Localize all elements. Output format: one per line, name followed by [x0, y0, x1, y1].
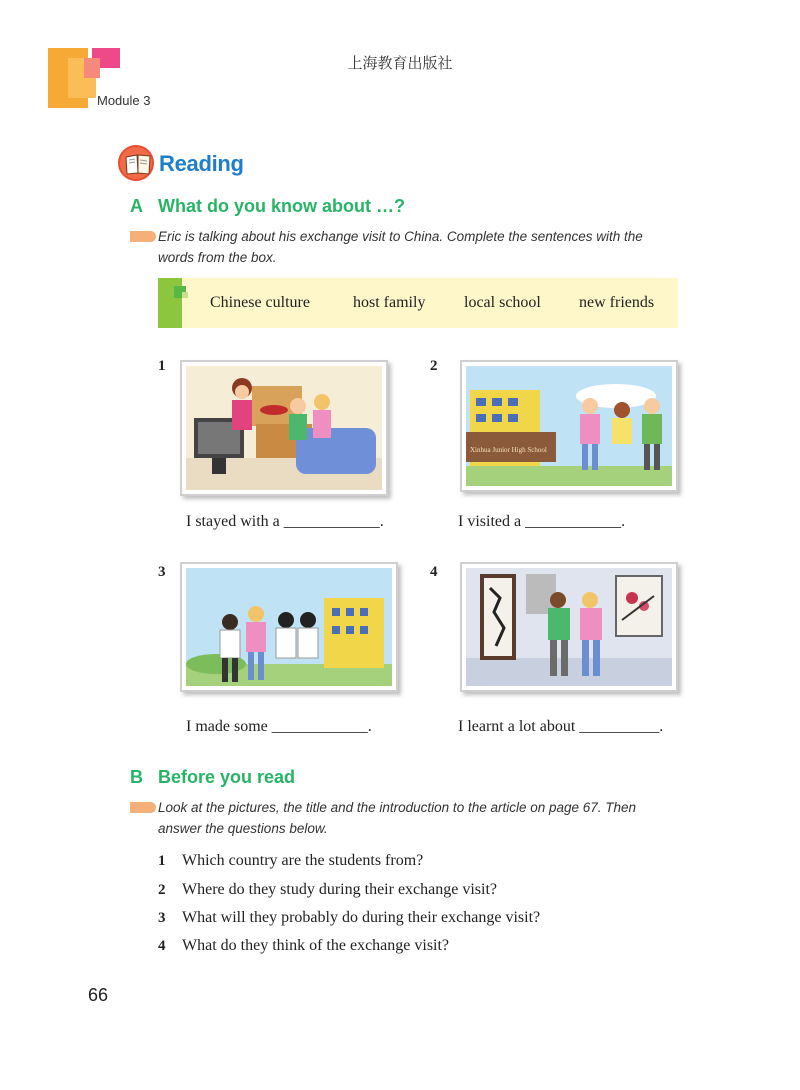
word-host-family: host family [353, 294, 426, 311]
school-students-picture [460, 360, 678, 492]
reading-title: Reading [159, 151, 244, 176]
section-a-instructions: Eric is talking about his exchange visit to China. Complete the sentences with the words from the box. [158, 229, 643, 265]
word-chinese-culture: Chinese culture [210, 294, 310, 311]
word-local-school: local school [464, 294, 541, 311]
family-living-room-picture [180, 360, 388, 496]
question-text-2: Where do they study during their exchange visit? [182, 881, 498, 898]
book-icon [118, 145, 154, 181]
section-b-letter: B [130, 767, 143, 787]
instruction-tab [130, 802, 156, 813]
sentence-2: I visited a ____________. [458, 513, 626, 530]
sentence-3: I made some ____________. [186, 718, 372, 735]
section-b-title: Before you read [158, 767, 296, 787]
question-number-2: 2 [158, 882, 166, 898]
publisher-name: 上海教育出版社 [347, 54, 453, 72]
question-number-1: 1 [158, 853, 166, 869]
question-text-1: Which country are the students from? [182, 852, 424, 869]
section-b-instructions: Look at the pictures, the title and the introduction to the article on page 67. Then answer the questions below. [158, 800, 637, 836]
sentence-1: I stayed with a ____________. [186, 513, 384, 530]
item-number-3: 3 [158, 564, 166, 580]
question-text-3: What will they probably do during their exchange visit? [182, 909, 541, 926]
art-exhibition-picture [460, 562, 678, 692]
module-label: Module 3 [97, 93, 151, 108]
section-a-letter: A [130, 196, 143, 216]
question-text-4: What do they think of the exchange visit? [182, 937, 450, 954]
school-sign-text: Xinhua Junior High School [470, 446, 547, 454]
word-new-friends: new friends [579, 294, 655, 311]
sentence-4: I learnt a lot about __________. [458, 718, 664, 735]
page-number: 66 [88, 985, 109, 1005]
item-number-1: 1 [158, 358, 166, 374]
section-a-title: What do you know about …? [158, 196, 405, 216]
friends-meeting-picture [180, 562, 398, 692]
item-number-2: 2 [430, 358, 438, 374]
question-number-3: 3 [158, 910, 166, 926]
instruction-tab [130, 231, 156, 242]
word-box [158, 278, 678, 328]
question-number-4: 4 [158, 938, 166, 954]
item-number-4: 4 [430, 564, 438, 580]
